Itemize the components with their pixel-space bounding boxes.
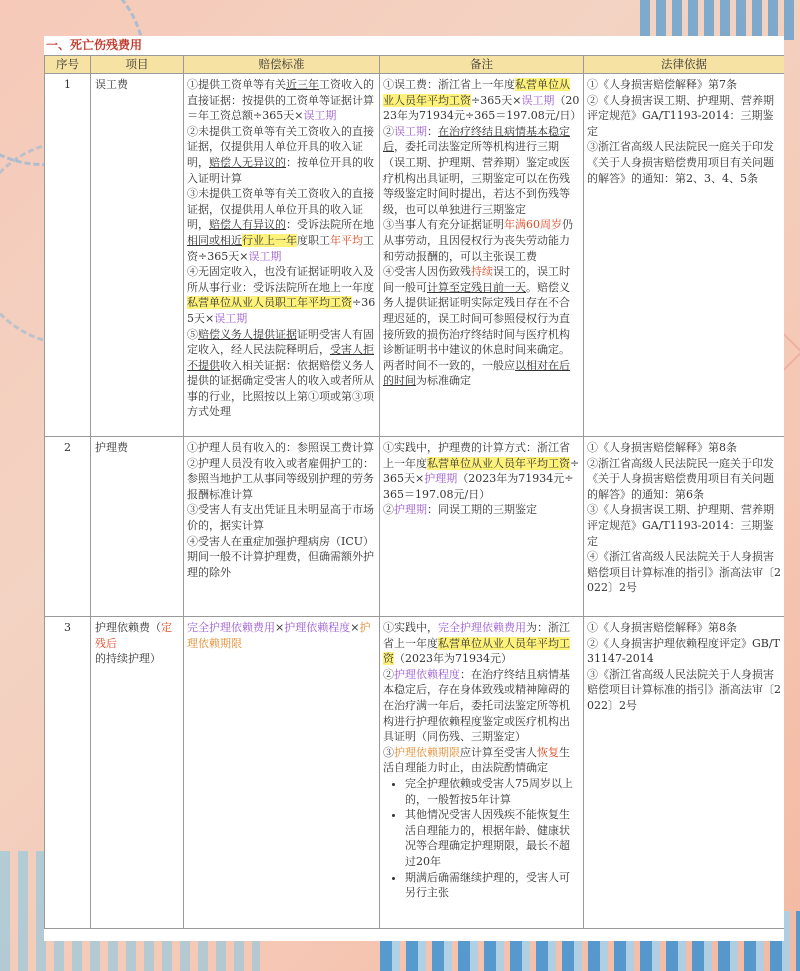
remark-paragraph (383, 217, 580, 264)
table-row (45, 74, 785, 437)
remark-paragraph (383, 440, 580, 502)
text-run: ④受害人在重症加强护理病房（ICU）期间一般不计算护理费，但确需额外护理的除外 (187, 534, 375, 579)
text-run: 护理依赖费（ (95, 621, 161, 634)
cell-remark (380, 437, 584, 617)
text-run: ④无固定收入，也没有证据证明收入及所从事行业：受诉法院所在地上一年度 (187, 265, 374, 294)
text-run: ④受害人因伤致残 (383, 265, 471, 279)
remark-paragraph (383, 124, 580, 218)
remark-paragraph (383, 620, 580, 667)
text-run: 护理期 (394, 503, 427, 517)
remark-paragraph (383, 264, 580, 389)
text-run: 护理依赖期限 (187, 621, 371, 650)
text-run: ，委托司法鉴定所等机构进行三期（误工期、护理期、营养期）鉴定或医疗机构出具证明，三期鉴定可以在伤残等级鉴定时间时提出，若达不到伤残等级，也可以单独进行三期鉴定 (383, 140, 570, 216)
text-run: 在治疗终结且病情基本稳定后 (383, 124, 570, 154)
text-run: ②护理人员没有收入或者雇佣护工的：参照当地护工从事同等级别护理的劳务报酬标准计算 (187, 456, 374, 501)
text-run: 误工期 (394, 124, 427, 138)
cell-item: 误工费 (91, 74, 184, 437)
text-run: 计算至定残日前一天 (427, 280, 526, 294)
text-run: ①《人身损害赔偿解释》第7条 (587, 78, 737, 91)
text-run: ÷365天× (187, 296, 376, 325)
text-run: （2023年为71934元÷365＝197.08元/日） (383, 93, 582, 123)
text-run: 私营单位从业人员年平均工资 (427, 456, 570, 470)
text-run: ①误工费：浙江省上一年度 (383, 78, 515, 91)
text-run: ： (427, 124, 438, 138)
text-run: 相同或相近 (187, 233, 242, 247)
text-run: 误工期 (214, 311, 248, 325)
text-run: ③《浙江省高级人民法院关于人身损害赔偿项目计算标准的指引》浙高法审〔2022〕2号 (587, 667, 781, 712)
text-run: 的持续护理） (95, 652, 161, 666)
table-header-row (45, 56, 785, 74)
column-header-remark: 备注 (380, 56, 584, 74)
text-run: 行业上一年 (242, 233, 297, 247)
text-run: 完全护理依赖费用 (187, 621, 275, 634)
law-paragraph (587, 456, 781, 503)
cell-item: 护理费 (91, 437, 184, 617)
text-run: ÷365天× (383, 456, 580, 486)
law-paragraph (587, 636, 781, 667)
table-row (45, 437, 785, 617)
remark-paragraph (383, 502, 580, 518)
text-run: 。赔偿义务人提供证据证明实际定残日存在不合理迟延的，误工时间可参照侵权行为直接所致的损伤治疗终结时间与医疗机构诊断证明书中建议的休息时间来确定。两者时间不一致的，一般应 (383, 280, 570, 372)
text-run: ①《人身损害赔偿解释》第8条 (587, 441, 737, 454)
text-run: 误工期 (248, 249, 282, 263)
text-run: 工资收入的直接证据：按提供的工资单等证据计算＝年工资总额÷365天× (187, 78, 374, 123)
text-run: ①实践中， (383, 621, 438, 634)
cell-standard (184, 437, 380, 617)
standard-paragraph (187, 502, 376, 533)
text-run: 误工的，误工时间一般可 (383, 265, 570, 294)
text-run: ②《人身损害护理依赖程度评定》GB/T31147-2014 (587, 636, 780, 666)
text-run: 年满60周岁 (504, 218, 562, 232)
text-run: ①实践中，护理费的计算方式：浙江省上一年度 (383, 441, 570, 470)
remark-paragraph (383, 77, 580, 124)
text-run: ⑤ (187, 327, 198, 341)
text-run: 仍从事劳动，且因侵权行为丧失劳动能力和劳动报酬的，可以主张误工费 (383, 218, 573, 263)
text-run: 为标准确定 (416, 374, 471, 388)
law-paragraph (587, 440, 781, 456)
text-run: ② (383, 503, 394, 517)
text-run: 定残后 (95, 621, 172, 650)
cell-no: 1 (45, 74, 91, 437)
cell-item (91, 617, 184, 929)
cell-law (584, 617, 785, 929)
cell-law (584, 437, 785, 617)
law-paragraph (587, 620, 781, 636)
table-row (45, 617, 785, 929)
text-run: 误工期 (521, 93, 555, 107)
standard-paragraph (187, 327, 376, 421)
text-run: ② (383, 124, 394, 138)
text-run: ③《人身损害误工期、护理期、营养期评定规范》GA/T1193-2014：三期鉴定 (587, 503, 774, 548)
text-run: 赔偿人有异议的 (209, 218, 286, 232)
text-run: ：按单位开具的收入证明计算 (187, 155, 374, 185)
text-run: ①护理人员有收入的：参照误工费计算 (187, 441, 374, 454)
text-run: 收入相关证据：依据赔偿义务人提供的证据确定受害人的收入或者所从事的行业，比照按以上第①项或第③项方式处理 (187, 358, 374, 419)
text-run: 护理依赖程度 (284, 621, 351, 634)
text-run: 工资 (187, 233, 374, 263)
text-run: 恢复 (537, 745, 559, 759)
text-run: 受害人拒不提供 (187, 343, 374, 372)
text-run: ：在治疗终结且病情基本稳定后，存在身体致残或精神障碍的在治疗满一年后，委托司法鉴定所等机构进行护理依赖程度鉴定或医疗机构出具证明（同伤残、三期鉴定） (383, 667, 570, 744)
law-paragraph (587, 93, 781, 140)
text-run: 近三年 (286, 78, 319, 91)
text-run: ÷365天× (198, 249, 249, 263)
section-title: 一、死亡伤残费用 (46, 38, 143, 52)
decorative-stripes (640, 0, 800, 40)
text-run: × (275, 621, 285, 634)
column-header-law: 法律依据 (584, 56, 785, 74)
standard-paragraph (187, 77, 376, 124)
text-run: ：受诉法院所在地 (286, 218, 374, 232)
remark-bullet-list (383, 776, 580, 901)
cell-standard (184, 617, 380, 929)
standard-paragraph (187, 264, 376, 326)
text-run: 完全护理依赖费用 (438, 621, 526, 634)
law-paragraph (587, 139, 781, 186)
text-run: 赔偿人无异议的 (209, 155, 286, 169)
text-run: 为：浙江省上一年度 (383, 621, 570, 650)
standard-paragraph (187, 440, 376, 456)
list-item: • 期满后确需继续护理的，受害人可另行主张 (405, 870, 580, 901)
cell-standard (184, 74, 380, 437)
law-paragraph (587, 667, 781, 714)
text-run: ÷365天× (471, 93, 522, 107)
text-run: 以相对在后的时间 (383, 358, 570, 388)
text-run: ③当事人有充分证据证明 (383, 218, 504, 232)
text-run: ②未提供工资单等有关工资收入的直接证据，仅提供用人单位开具的收入证明， (187, 124, 374, 169)
text-run: 私营单位从业人员年平均工资 (383, 78, 570, 107)
remark-paragraph (383, 745, 580, 776)
text-run: ①提供工资单等有关 (187, 78, 286, 91)
text-run: （2023年为71934元÷365＝197.08元/日） (383, 472, 574, 501)
standard-paragraph (187, 124, 376, 186)
text-run: × (350, 621, 360, 634)
column-header-standard: 赔偿标准 (184, 56, 380, 74)
standard-paragraph (187, 456, 376, 503)
standard-paragraph (187, 620, 376, 651)
text-run: ②浙江省高级人民法院民一庭关于印发《关于人身损害赔偿费用项目有关问题的解答》的通知：第6条 (587, 456, 774, 501)
law-paragraph (587, 549, 781, 596)
text-run: 护理期 (424, 472, 458, 486)
text-run: 持续 (471, 265, 493, 279)
text-run: ①《人身损害赔偿解释》第8条 (587, 621, 737, 634)
text-run: ②《人身损害误工期、护理期、营养期评定规范》GA/T1193-2014：三期鉴定 (587, 93, 774, 138)
text-run: ③未提供工资单等有关工资收入的直接证据，仅提供用人单位开具的收入证明， (187, 187, 374, 232)
text-run: 护理依赖程度 (394, 667, 460, 681)
text-run: 应计算至受害人 (460, 745, 537, 759)
text-run: ④《浙江省高级人民法院关于人身损害赔偿项目计算标准的指引》浙高法审〔2022〕2号 (587, 550, 781, 595)
text-run: 私营单位从业人员年平均工资 (383, 636, 570, 666)
standard-paragraph (187, 186, 376, 264)
text-run: 度职工 (297, 233, 330, 247)
text-run: 生活自理能力时止，由法院酌情确定 (383, 745, 570, 775)
text-run: ③ (383, 745, 394, 759)
column-header-no: 序号 (45, 56, 91, 74)
text-run: 赔偿义务人提供证据 (198, 327, 297, 341)
column-header-item: 项目 (91, 56, 184, 74)
law-paragraph (587, 77, 781, 93)
remark-paragraph (383, 667, 580, 745)
list-item: • 完全护理依赖或受害人75周岁以上的，一般暂按5年计算 (405, 776, 580, 807)
law-paragraph (587, 502, 781, 549)
document-page (44, 36, 784, 941)
cell-remark (380, 74, 584, 437)
cell-law (584, 74, 785, 437)
text-run: 误工期 (303, 109, 337, 123)
text-run: ③受害人有支出凭证且未明显高于市场价的，据实计算 (187, 503, 374, 532)
text-run: 年平均 (330, 233, 363, 247)
text-run: ③浙江省高级人民法院民一庭关于印发《关于人身损害赔偿费用项目有关问题的解答》的通知：第2、3、4、5条 (587, 140, 774, 185)
text-run: ② (383, 667, 394, 681)
cell-remark (380, 617, 584, 929)
text-run: （2023年为71934元） (394, 652, 512, 666)
text-run: 证明受害人有固定收入，经人民法院释明后， (187, 327, 374, 357)
text-run: 私营单位从业人员职工年平均工资 (187, 296, 352, 310)
cell-no: 2 (45, 437, 91, 617)
compensation-table (44, 55, 784, 929)
list-item: • 其他情况受害人因残疾不能恢复生活自理能力的，根据年龄、健康状况等合理确定护理期限，最长不超过20年 (405, 807, 580, 869)
standard-paragraph (187, 534, 376, 581)
text-run: 护理依赖期限 (394, 745, 460, 759)
cell-no: 3 (45, 617, 91, 929)
text-run: ：同误工期的三期鉴定 (427, 503, 537, 517)
